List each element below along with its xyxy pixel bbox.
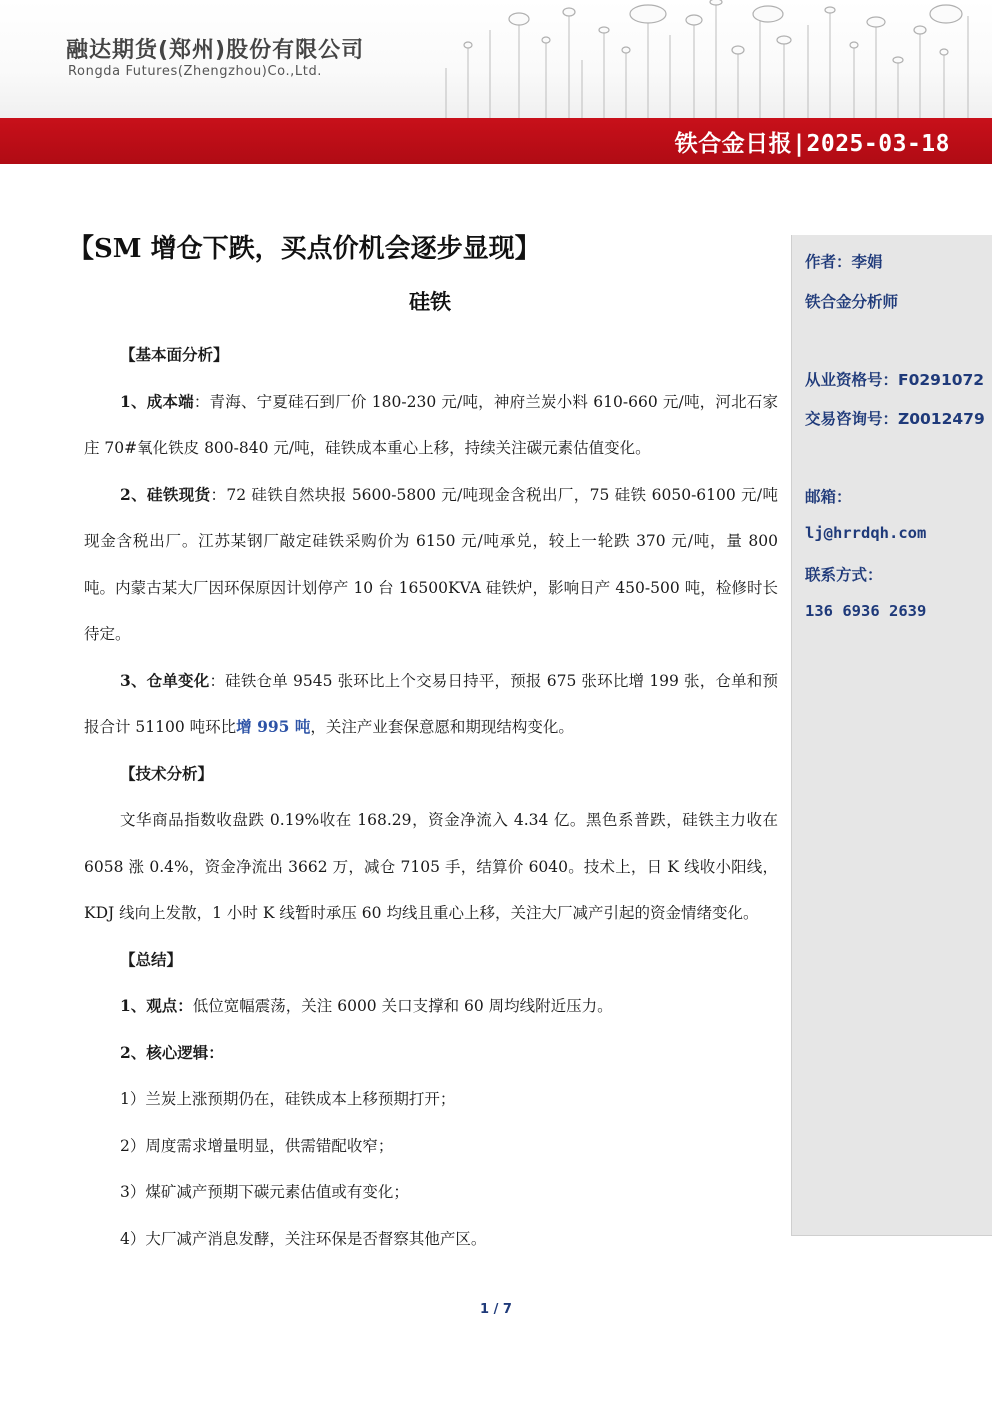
paragraph-label: 2、硅铁现货 — [120, 484, 211, 504]
contact-label: 联系方式： — [805, 566, 883, 584]
paragraph-text: ：青海、宁夏硅石到厂价 180-230 元/吨，神府兰炭小料 610-660 元/吨，河北石家庄 70#氧化铁皮 800-840 元/吨，硅铁成本重心上移，持续关注碳元素估值变化。 — [84, 392, 779, 457]
license-number: 从业资格号：F0291072 — [805, 371, 985, 389]
report-title-date: 铁合金日报|2025-03-18 — [674, 131, 950, 157]
paragraph-technical: 文华商品指数收盘跌 0.19%收在 168.29，资金净流入 4.34 亿。黑色系普跌，硅铁主力收在 6058 涨 0.4%，资金净流出 3662 万，减仓 7105 手，结算价 6040。技术上，日 K 线收小阳线，KDJ 线向上发散，1 小时 K 线暂时承压 60 均线且重心上移，关注大厂减产引起的资金情绪变化。 — [84, 811, 778, 922]
email-label: 邮箱： — [805, 488, 852, 506]
phone-number: 136 6936 2639 — [805, 602, 927, 620]
logic-item: 1）兰炭上涨预期仍在，硅铁成本上移预期打开； — [120, 1090, 456, 1108]
logic-item: 2）周度需求增量明显，供需错配收窄； — [120, 1136, 394, 1155]
report-body — [84, 332, 778, 1262]
section-heading-fundamental: 【基本面分析】 — [120, 345, 229, 364]
report-subtitle: 硅铁 — [409, 289, 451, 314]
company-name-cn: 融达期货(郑州)股份有限公司 — [66, 38, 365, 63]
summary-view-text: 低位宽幅震荡，关注 6000 关口支撑和 60 周均线附近压力。 — [192, 997, 613, 1015]
highlight-text: 增 995 吨 — [236, 717, 311, 736]
report-header-band — [0, 118, 992, 164]
summary-logic-label: 2、核心逻辑： — [120, 1042, 224, 1062]
email-link[interactable]: lj@hrrdqh.com — [805, 524, 927, 542]
header-banner — [0, 0, 992, 118]
paragraph-label: 1、成本端 — [120, 391, 194, 411]
paragraph-label: 3、仓单变化 — [120, 670, 210, 690]
page-number: 1 / 7 — [480, 1302, 512, 1317]
paragraph-spot — [84, 472, 778, 658]
author-name: 作者：李娟 — [805, 253, 883, 271]
paragraph-text: ：72 硅铁自然块报 5600-5800 元/吨现金含税出厂，75 硅铁 6050-6100 元/吨现金含税出厂。江苏某钢厂敲定硅铁采购价为 6150 元/吨承兑，较上一轮跌 370 元/吨，量 800 吨。内蒙古某大厂因环保原因计划停产 10 台 16500KVA 硅铁炉，影响日产 450-500 吨，检修时长待定。 — [84, 485, 778, 643]
summary-view-label: 1、观点： — [120, 996, 193, 1015]
logic-item: 3）煤矿减产预期下碳元素估值或有变化； — [120, 1183, 409, 1201]
consult-number: 交易咨询号：Z0012479 — [805, 410, 985, 428]
section-heading-summary: 【总结】 — [120, 949, 183, 969]
paragraph-text: ，关注产业套保意愿和期现结构变化。 — [310, 718, 574, 736]
logic-item: 4）大厂减产消息发酵，关注环保是否督察其他产区。 — [120, 1229, 487, 1248]
company-name-en: Rongda Futures(Zhengzhou)Co.,Ltd. — [68, 64, 323, 79]
section-heading-technical: 【技术分析】 — [120, 763, 214, 783]
author-role: 铁合金分析师 — [805, 293, 899, 311]
report-headline: 【SM 增仓下跌，买点价机会逐步显现】 — [68, 234, 541, 264]
summary-view — [84, 983, 778, 1030]
paragraph-text: ：硅铁仓单 9545 张环比上个交易日持平，预报 675 张环比增 199 张，仓单和预报合计 51100 吨环比 — [84, 671, 778, 736]
author-sidebar — [791, 235, 992, 1236]
paragraph-warehouse — [84, 658, 778, 751]
paragraph-cost — [84, 379, 778, 472]
